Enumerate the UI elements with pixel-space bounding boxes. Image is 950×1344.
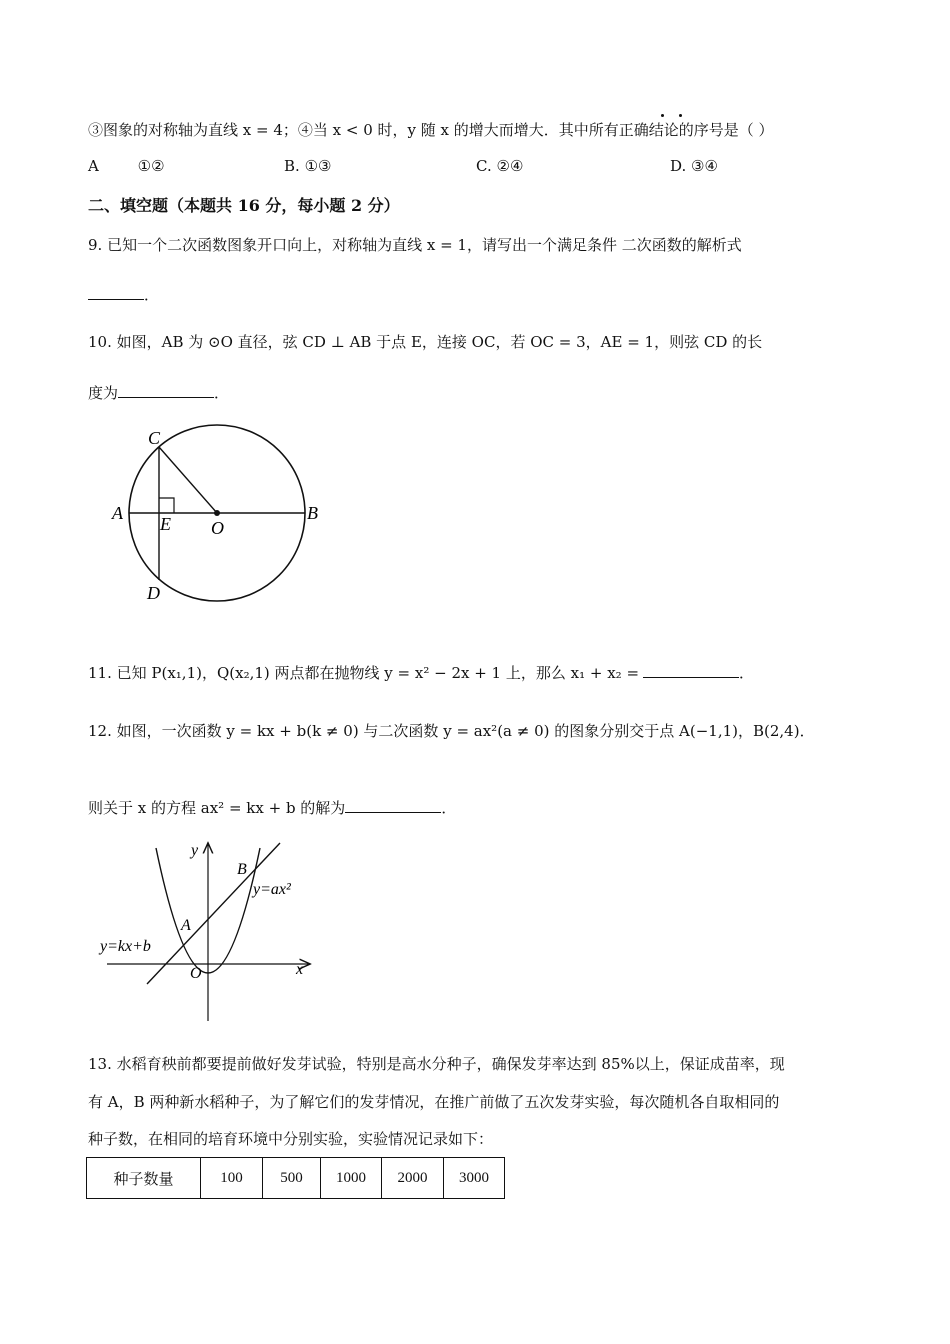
answer-blank[interactable] xyxy=(345,812,441,813)
q10-end-mark: ． xyxy=(214,384,230,402)
option-label: C. xyxy=(476,157,492,175)
table-cell: 3000 xyxy=(444,1158,505,1199)
table-cell: 1000 xyxy=(321,1158,382,1199)
label-b-point: B xyxy=(237,861,247,878)
q11-end-mark: ． xyxy=(739,664,755,682)
q8-statement-line: ③图象的对称轴为直线 x = 4；④当 x < 0 时，y 随 x 的增大而增大．其中所有正确结论的序号是（ ） xyxy=(88,121,774,139)
label-d: D xyxy=(147,583,160,603)
label-a: A xyxy=(112,503,123,523)
table-header-cell: 种子数量 xyxy=(87,1158,201,1199)
q10-line1: 10. 如图，AB 为 ⊙O 直径，弦 CD ⊥ AB 于点 E，连接 OC，若 OC = 3，AE = 1，则弦 CD 的长 xyxy=(88,333,763,351)
answer-blank[interactable] xyxy=(88,299,144,300)
table-cell: 2000 xyxy=(382,1158,444,1199)
q12-end-mark: ． xyxy=(441,799,457,817)
q12-line2-text: 则关于 x 的方程 ax² = kx + b 的解为 xyxy=(88,799,346,817)
q9-line1: 9. 已知一个二次函数图象开口向上，对称轴为直线 x = 1，请写出一个满足条件 二次函数的解析式 xyxy=(88,236,742,254)
option-label: D. xyxy=(670,157,687,175)
q8-option-d[interactable] xyxy=(670,157,718,175)
option-value: ②④ xyxy=(496,157,524,175)
q13-line2: 有 A，B 两种新水稻种子，为了解它们的发芽情况，在推广前做了五次发芽实验，每次随机各自取相同的 xyxy=(88,1093,780,1111)
q8-option-a[interactable] xyxy=(88,157,165,175)
q8-option-c[interactable] xyxy=(476,157,523,175)
q9-end-mark: ． xyxy=(144,286,160,304)
label-c: C xyxy=(148,428,161,448)
option-value: ①③ xyxy=(304,157,332,175)
circle-figure xyxy=(100,420,340,610)
answer-blank[interactable] xyxy=(118,397,214,398)
right-angle-mark xyxy=(159,498,174,513)
option-label: B. xyxy=(284,157,300,175)
q12-line2 xyxy=(88,797,456,818)
origin-label: O xyxy=(190,965,202,982)
q13-line1: 13. 水稻育秧前都要提前做好发芽试验，特别是高水分种子，确保发芽率达到 85%以上，保证成苗率，现 xyxy=(88,1055,785,1073)
answer-blank[interactable] xyxy=(643,677,739,678)
function-graph xyxy=(95,838,325,1028)
option-value: ③④ xyxy=(691,157,718,175)
q8-option-b[interactable] xyxy=(284,157,331,175)
emphasis-dot xyxy=(679,114,682,117)
line-label: y=kx+b xyxy=(100,938,151,955)
emphasis-dot xyxy=(661,114,664,117)
table-cell: 500 xyxy=(263,1158,321,1199)
q9-answer-line xyxy=(88,284,159,305)
y-axis-label: y xyxy=(191,842,199,859)
label-e: E xyxy=(160,514,171,534)
q10-line2 xyxy=(88,382,229,403)
label-a-point: A xyxy=(181,917,191,934)
label-o: O xyxy=(211,518,224,538)
option-value: ①② xyxy=(137,157,165,175)
section-heading: 二、填空题（本题共 16 分，每小题 2 分） xyxy=(88,196,400,215)
parabola-label: y=ax² xyxy=(253,881,291,898)
linear-line xyxy=(147,843,280,984)
seed-table xyxy=(86,1157,505,1199)
q10-line2-text: 度为 xyxy=(88,384,119,402)
q13-line3: 种子数，在相同的培育环境中分别实验，实验情况记录如下： xyxy=(88,1130,494,1148)
center-point xyxy=(214,510,220,516)
option-label: A xyxy=(88,157,99,175)
table-row xyxy=(87,1158,505,1199)
q11-line xyxy=(88,662,754,683)
table-cell: 100 xyxy=(201,1158,263,1199)
segment-oc xyxy=(159,447,217,513)
q11-text: 11. 已知 P(x₁,1)，Q(x₂,1) 两点都在抛物线 y = x² − 2x + 1 上，那么 x₁ + x₂ = xyxy=(88,664,640,682)
x-axis-label: x xyxy=(296,961,304,978)
q12-line1: 12. 如图，一次函数 y = kx + b(k ≠ 0) 与二次函数 y = ax²(a ≠ 0) 的图象分别交于点 A(−1,1)，B(2,4)． xyxy=(88,722,815,740)
label-b: B xyxy=(307,503,318,523)
